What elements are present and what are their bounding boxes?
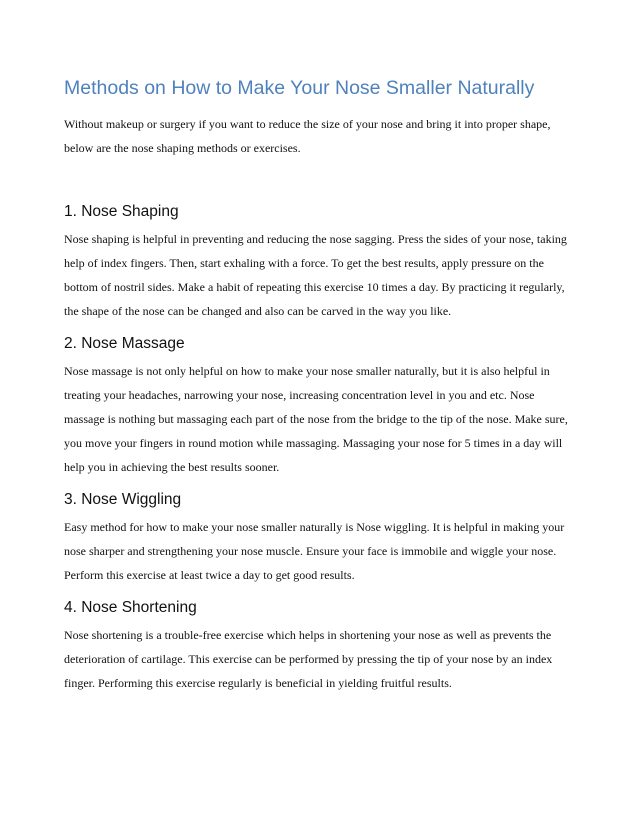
document-content bbox=[64, 74, 568, 705]
section-nose-massage bbox=[64, 333, 568, 479]
section-body: Nose shortening is a trouble-free exercise which helps in shortening your nose as well as prevents the deterioration of cartilage. This exercise can be performed by pressing the tip of your nose by an index finger. Performing this exercise regularly is beneficial in yielding fruitful results. bbox=[64, 628, 553, 690]
section-nose-wiggling bbox=[64, 489, 568, 587]
section-body: Easy method for how to make your nose smaller naturally is Nose wiggling. It is helpful in making your nose sharper and strengthening your nose muscle. Ensure your face is immobile and wiggle your nose. Perform this exercise at least twice a day to get good results. bbox=[64, 520, 565, 582]
intro-paragraph: Without makeup or surgery if you want to reduce the size of your nose and bring it into proper shape, below are the nose shaping methods or exercises. bbox=[64, 117, 551, 155]
page-title: Methods on How to Make Your Nose Smaller Naturally bbox=[64, 77, 535, 99]
section-nose-shortening bbox=[64, 597, 568, 695]
section-body: Nose shaping is helpful in preventing and reducing the nose sagging. Press the sides of your nose, taking help of index fingers. Then, start exhaling with a force. To get the best results, apply pressure on the bottom of nostril sides. Make a habit of repeating this exercise 10 times a day. By practicing it regularly, the shape of the nose can be changed and also can be carved in the way you like. bbox=[64, 232, 567, 318]
section-heading: 1. Nose Shaping bbox=[64, 203, 179, 220]
section-nose-shaping bbox=[64, 201, 568, 323]
section-heading: 3. Nose Wiggling bbox=[64, 491, 182, 508]
section-body: Nose massage is not only helpful on how to make your nose smaller naturally, but it is also helpful in treating your headaches, narrowing your nose, increasing concentration level in you and etc. Nose massage is nothing but massaging each part of the nose from the bridge to the tip of the nose. Make sure, you move your fingers in round motion while massaging. Massaging your nose for 5 times in a day will help you in achieving the best results sooner. bbox=[64, 364, 568, 474]
section-heading: 2. Nose Massage bbox=[64, 335, 185, 352]
section-heading: 4. Nose Shortening bbox=[64, 599, 197, 616]
